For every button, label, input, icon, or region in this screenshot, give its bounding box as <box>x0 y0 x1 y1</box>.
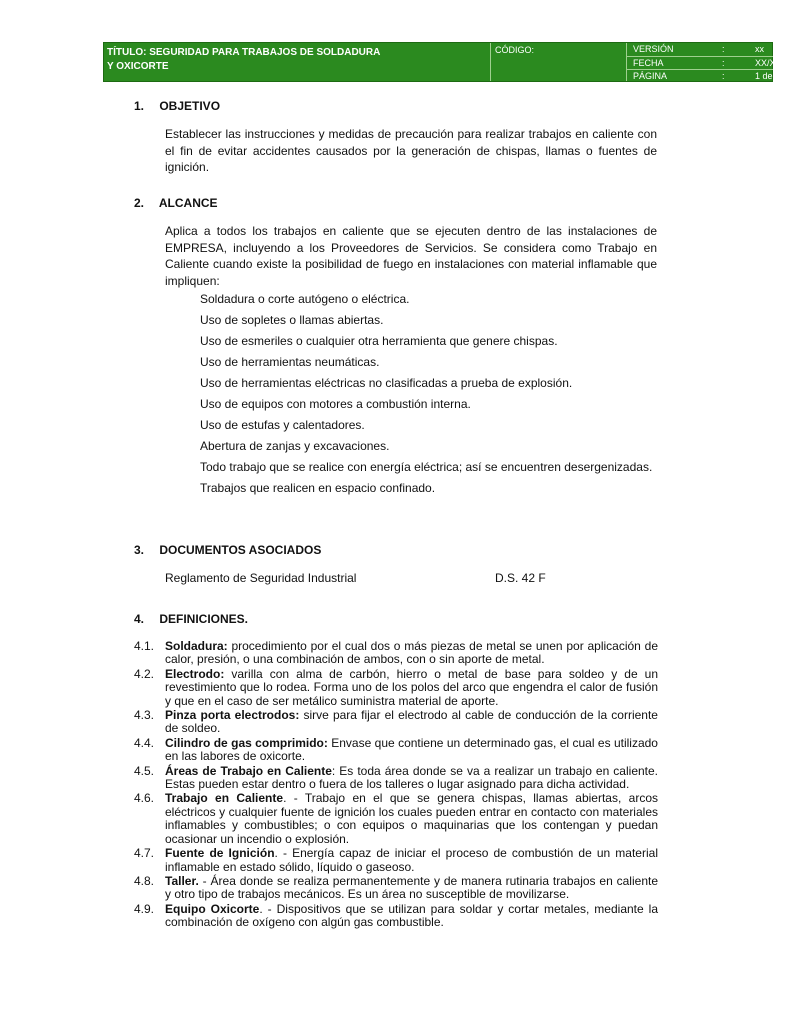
definition-number: 4.6. <box>134 791 155 806</box>
definition-item <box>134 875 658 902</box>
page-label: PÁGINA <box>633 71 668 82</box>
date-value: XX/XX/2013 <box>755 57 804 68</box>
definition-number: 4.2. <box>134 666 155 681</box>
section-heading-alcance <box>134 196 218 210</box>
definition-text: procedimiento por el cual dos o más piezas de metal se unen por aplicación de calor, presión, o una combinación de ambos, con o sin aporte de metal. <box>165 639 658 667</box>
page-colon: : <box>722 71 725 82</box>
section-title: OBJETIVO <box>159 99 221 113</box>
list-item: Uso de herramientas eléctricas no clasificadas a prueba de explosión. <box>200 376 573 390</box>
section-heading-objetivo <box>134 99 220 113</box>
document-header <box>103 42 804 94</box>
list-item: Uso de esmeriles o cualquier otra herramienta que genere chispas. <box>200 334 558 348</box>
definition-number: 4.3. <box>134 708 155 723</box>
list-item: Soldadura o corte autógeno o eléctrica. <box>200 292 410 306</box>
section-number: 4. <box>134 612 145 626</box>
definition-number: 4.7. <box>134 846 155 861</box>
version-row <box>627 43 773 57</box>
definition-text: . - Trabajo en el que se genera chispas, llamas abiertas, arcos eléctricos y cualquier fuente de ignición los cuales pueden entrar en contacto con materiales inflamables y combustibles; o con equipos o maquinarias que los contengan y puedan ocasionar un incendio o explosión. <box>165 791 658 846</box>
definition-number: 4.4. <box>134 735 155 750</box>
definition-number: 4.8. <box>134 873 155 888</box>
section-heading-definiciones <box>134 612 248 626</box>
section-title: DOCUMENTOS ASOCIADOS <box>159 543 322 557</box>
definition-item <box>134 668 658 708</box>
date-colon: : <box>722 57 725 68</box>
document-reference: D.S. 42 F <box>495 571 546 585</box>
version-colon: : <box>722 44 725 54</box>
definition-text: : Es toda área donde se va a realizar un trabajo en caliente. Estas pueden estar dentro o fuera de los talleres o lugar asignado para dicha actividad. <box>165 763 659 792</box>
page-row <box>627 70 773 94</box>
definition-item <box>134 640 658 667</box>
alcance-text: Aplica a todos los trabajos en caliente que se ejecuten dentro de las instalaciones de EMPRESA, incluyendo a los Proveedores de Servicios. Se considera como Trabajo en Caliente cuando existe la posibilidad de fuego en instalaciones con material inflamable que impliquen: <box>165 224 657 288</box>
document-title: TÍTULO: SEGURIDAD PARA TRABAJOS DE SOLDADURA Y OXICORTE <box>107 47 380 72</box>
definition-number: 4.1. <box>134 639 155 653</box>
definition-text: . - Energía capaz de iniciar el proceso de combustión de un material inflamable en estado sólido, líquido o gaseoso. <box>165 846 658 874</box>
definition-text: . - Dispositivos que se utilizan para soldar y cortar metales, mediante la combinación de oxígeno con algún gas combustible. <box>165 901 658 930</box>
definition-item <box>134 765 658 792</box>
definition-term: Áreas de Trabajo en Caliente <box>165 763 332 778</box>
definition-item <box>134 792 658 846</box>
associated-document-row <box>165 571 657 587</box>
section-heading-documentos <box>134 543 321 557</box>
definition-item <box>134 847 658 874</box>
list-item: Todo trabajo que se realice con energía eléctrica; así se encuentren desergenizadas. <box>200 460 653 474</box>
definition-text: sirve para fijar el electrodo al cable de conducción de la corriente de soldeo. <box>165 708 658 736</box>
definition-term: Fuente de Ignición <box>165 846 275 861</box>
list-item: Abertura de zanjas y excavaciones. <box>200 439 390 453</box>
definition-number: 4.5. <box>134 763 155 778</box>
section-number: 1. <box>134 99 145 113</box>
list-item: Uso de equipos con motores a combustión interna. <box>200 397 471 411</box>
date-row <box>627 57 804 71</box>
definition-term: Equipo Oxicorte <box>165 901 260 916</box>
list-item: Uso de herramientas neumáticas. <box>200 355 380 369</box>
definition-term: Trabajo en Caliente <box>165 791 284 806</box>
definition-text: varilla con alma de carbón, hierro o metal de base para soldeo y de un revestimiento que lo rodea. Forma uno de los polos del arco que engendra el calor de fusión y que en el caso de ser metálico suministra material de aporte. <box>165 666 658 708</box>
section-number: 2. <box>134 196 145 210</box>
definition-number: 4.9. <box>134 901 155 916</box>
definition-term: Soldadura: <box>165 639 228 653</box>
version-label: VERSIÓN <box>633 44 674 54</box>
definition-item <box>134 903 658 930</box>
definition-item <box>134 737 658 764</box>
section-title: ALCANCE <box>158 196 218 210</box>
definition-item <box>134 709 658 736</box>
section-number: 3. <box>134 543 145 557</box>
objetivo-text: Establecer las instrucciones y medidas de precaución para realizar trabajos en caliente con el fin de evitar accidentes causados por la generación de chispas, llamas o fuentes de ignición. <box>165 127 657 174</box>
definitions-list <box>134 640 658 931</box>
section-title: DEFINICIONES. <box>159 612 249 626</box>
header-meta <box>626 43 804 94</box>
list-item: Uso de sopletes o llamas abiertas. <box>200 313 384 327</box>
code-field: CÓDIGO: <box>490 43 626 81</box>
version-value: xx <box>755 44 764 54</box>
definition-text: Envase que contiene un determinado gas, el cual es utilizado en las labores de oxicorte. <box>165 735 658 764</box>
definition-term: Pinza porta electrodos: <box>165 708 300 723</box>
list-item: Trabajos que realicen en espacio confinado. <box>200 481 436 495</box>
document-name: Reglamento de Seguridad Industrial <box>165 571 357 585</box>
page-value: 1 de 6 <box>755 71 773 94</box>
definition-term: Taller. <box>165 873 199 888</box>
list-item: Uso de estufas y calentadores. <box>200 418 365 432</box>
definition-term: Electrodo: <box>165 666 225 681</box>
definition-text: - Área donde se realiza permanentemente y de manera rutinaria trabajos en caliente y otro tipo de trabajos mecánicos. Es un área no susceptible de movilizarse. <box>165 873 658 902</box>
date-label: FECHA <box>633 57 664 68</box>
definition-term: Cilindro de gas comprimido: <box>165 735 328 750</box>
alcance-list <box>200 292 658 502</box>
